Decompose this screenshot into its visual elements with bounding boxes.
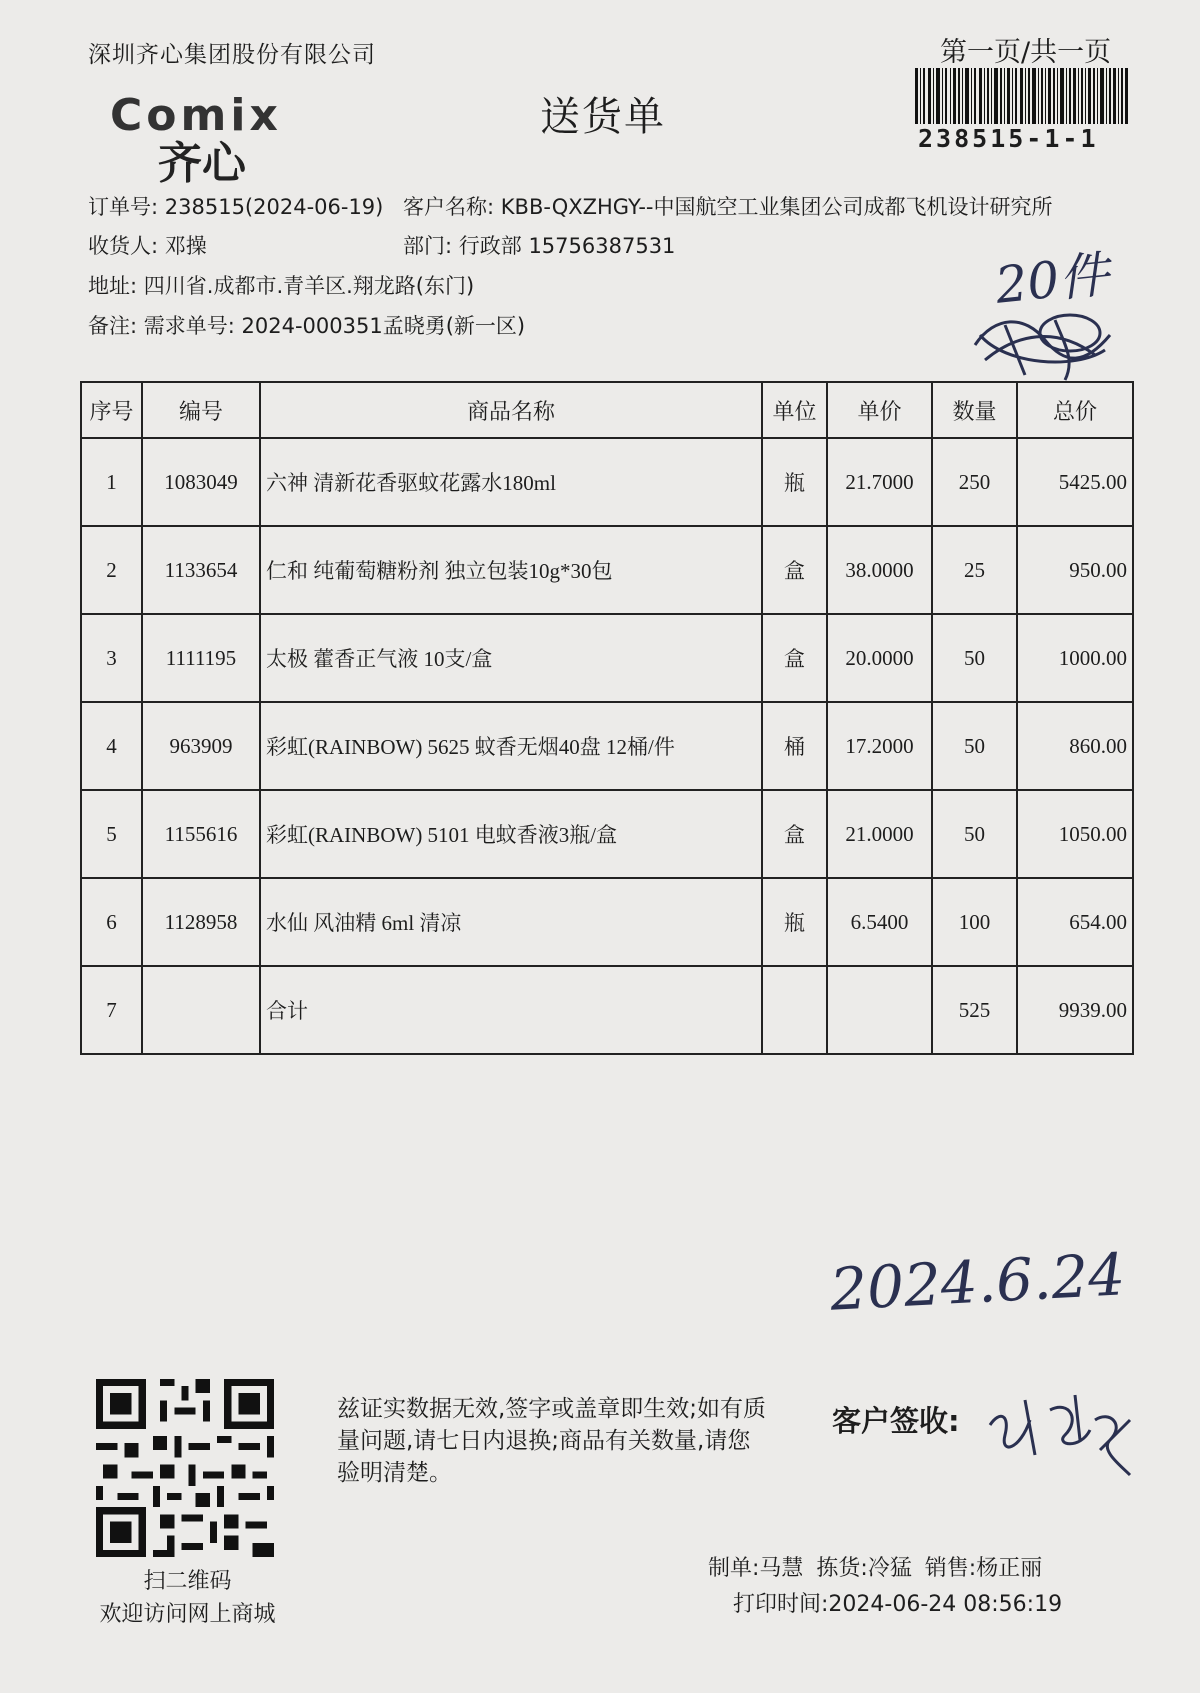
department: 部门: 行政部 15756387531 xyxy=(403,234,676,258)
summary-total: 9939.00 xyxy=(1017,966,1133,1054)
header-code: 编号 xyxy=(142,382,260,438)
row-name: 彩虹(RAINBOW) 5101 电蚊香液3瓶/盒 xyxy=(260,790,762,878)
row-code: 1128958 xyxy=(142,878,260,966)
row-unit: 盒 xyxy=(762,526,827,614)
row-name: 彩虹(RAINBOW) 5625 蚊香无烟40盘 12桶/件 xyxy=(260,702,762,790)
handwritten-count: 20件 xyxy=(992,245,1112,315)
header-index: 序号 xyxy=(81,382,142,438)
customer-name: 客户名称: KBB-QXZHGY--中国航空工业集团公司成都飞机设计研究所 xyxy=(403,195,1053,219)
row-index: 5 xyxy=(81,790,142,878)
table-row xyxy=(81,790,1133,878)
document-title: 送货单 xyxy=(540,94,666,140)
handwritten-scribble xyxy=(965,305,1120,385)
row-total: 950.00 xyxy=(1017,526,1133,614)
header-name: 商品名称 xyxy=(260,382,762,438)
row-unit: 盒 xyxy=(762,790,827,878)
company-name: 深圳齐心集团股份有限公司 xyxy=(88,42,376,68)
table-row xyxy=(81,702,1133,790)
svg-text:Comix: Comix xyxy=(110,90,282,141)
summary-qty: 525 xyxy=(932,966,1017,1054)
qr-code xyxy=(96,1379,274,1557)
row-code: 1083049 xyxy=(142,438,260,526)
header-unit: 单位 xyxy=(762,382,827,438)
row-qty: 250 xyxy=(932,438,1017,526)
row-total: 1000.00 xyxy=(1017,614,1133,702)
row-index: 2 xyxy=(81,526,142,614)
table-header-row xyxy=(81,382,1133,438)
row-qty: 50 xyxy=(932,614,1017,702)
row-price: 6.5400 xyxy=(827,878,932,966)
row-price: 17.2000 xyxy=(827,702,932,790)
barcode-number: 238515-1-1 xyxy=(918,124,1099,153)
print-time: 打印时间:2024-06-24 08:56:19 xyxy=(733,1592,1063,1617)
svg-text:齐心: 齐心 xyxy=(158,138,246,185)
summary-unit xyxy=(762,966,827,1054)
summary-index: 7 xyxy=(81,966,142,1054)
row-unit: 桶 xyxy=(762,702,827,790)
header-qty: 数量 xyxy=(932,382,1017,438)
address: 地址: 四川省.成都市.青羊区.翔龙路(东门) xyxy=(88,274,475,298)
barcode xyxy=(915,68,1130,124)
row-price: 21.0000 xyxy=(827,790,932,878)
row-unit: 瓶 xyxy=(762,438,827,526)
row-qty: 25 xyxy=(932,526,1017,614)
row-code: 1111195 xyxy=(142,614,260,702)
header-price: 单价 xyxy=(827,382,932,438)
remark: 备注: 需求单号: 2024-000351孟晓勇(新一区) xyxy=(88,314,526,338)
items-table xyxy=(80,381,1134,1055)
row-total: 654.00 xyxy=(1017,878,1133,966)
row-price: 21.7000 xyxy=(827,438,932,526)
table-row xyxy=(81,614,1133,702)
row-index: 4 xyxy=(81,702,142,790)
row-code: 1155616 xyxy=(142,790,260,878)
summary-label: 合计 xyxy=(260,966,762,1054)
row-price: 38.0000 xyxy=(827,526,932,614)
row-qty: 50 xyxy=(932,702,1017,790)
table-row xyxy=(81,878,1133,966)
order-number: 订单号: 238515(2024-06-19) xyxy=(88,195,384,219)
customer-sign-label: 客户签收: xyxy=(832,1404,960,1438)
qr-caption: 扫二维码 欢迎访问网上商城 xyxy=(99,1569,276,1627)
row-qty: 100 xyxy=(932,878,1017,966)
row-unit: 盒 xyxy=(762,614,827,702)
row-total: 1050.00 xyxy=(1017,790,1133,878)
row-index: 6 xyxy=(81,878,142,966)
table-row xyxy=(81,438,1133,526)
customer-signature xyxy=(980,1380,1140,1490)
row-name: 水仙 风油精 6ml 清凉 xyxy=(260,878,762,966)
comix-logo xyxy=(108,90,348,185)
header-total: 总价 xyxy=(1017,382,1133,438)
summary-code xyxy=(142,966,260,1054)
row-total: 860.00 xyxy=(1017,702,1133,790)
row-code: 963909 xyxy=(142,702,260,790)
row-name: 六神 清新花香驱蚊花露水180ml xyxy=(260,438,762,526)
row-name: 仁和 纯葡萄糖粉剂 独立包装10g*30包 xyxy=(260,526,762,614)
notice-text: 兹证实数据无效,签字或盖章即生效;如有质量问题,请七日内退换;商品有关数量,请您验明清楚。 xyxy=(337,1396,767,1486)
table-row xyxy=(81,526,1133,614)
receiver: 收货人: 邓操 xyxy=(88,234,207,258)
row-name: 太极 藿香正气液 10支/盒 xyxy=(260,614,762,702)
row-total: 5425.00 xyxy=(1017,438,1133,526)
summary-price xyxy=(827,966,932,1054)
row-code: 1133654 xyxy=(142,526,260,614)
row-unit: 瓶 xyxy=(762,878,827,966)
page-indicator: 第一页/共一页 xyxy=(940,37,1112,68)
row-index: 3 xyxy=(81,614,142,702)
row-index: 1 xyxy=(81,438,142,526)
row-qty: 50 xyxy=(932,790,1017,878)
handwritten-date: 2024.6.24 xyxy=(828,1240,1127,1324)
staff-info: 制单:马慧 拣货:冷猛 销售:杨正丽 xyxy=(708,1556,1043,1581)
summary-row xyxy=(81,966,1133,1054)
row-price: 20.0000 xyxy=(827,614,932,702)
